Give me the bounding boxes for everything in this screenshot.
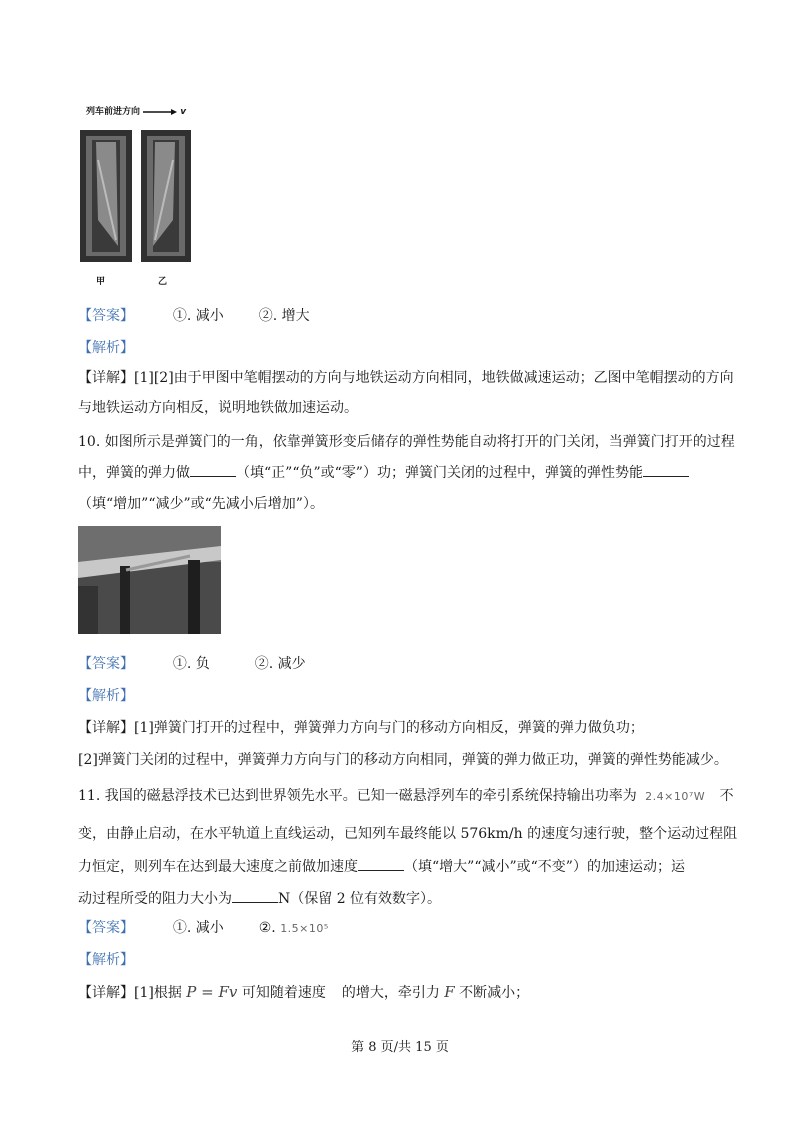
- figure1-label-left: 甲: [96, 277, 106, 287]
- answer-value-formula: 1.5×10⁵: [280, 922, 329, 935]
- q10-detail-line-1: 【详解】[1]弹簧门打开的过程中，弹簧弹力方向与门的移动方向相反，弹簧的弹力做负功；: [78, 720, 644, 736]
- q9-detail-line-2: 与地铁运动方向相反，说明地铁做加速运动。: [78, 400, 358, 416]
- q11-question-line-2: 变，由静止启动，在水平轨道上直线运动，已知列车最终能以 576km/h 的速度匀速行驶，整个运动过程阻: [78, 826, 738, 842]
- answer-item-1: ①. 减小: [172, 308, 224, 324]
- figure1-direction-label: 列车前进方向 v: [86, 107, 187, 117]
- answer-item-1: ①. 负: [172, 656, 210, 672]
- analysis-tag: 【解析】: [78, 340, 134, 356]
- answer-blank[interactable]: [358, 856, 404, 871]
- formula-p-equals-fv: P = Fv: [186, 983, 238, 1001]
- q11-question-line-4: 动过程所受的阻力大小为 N（保留 2 位有效数字）。: [78, 888, 441, 909]
- answer-blank[interactable]: [190, 462, 236, 477]
- page-footer: 第 8 页/共 15 页: [351, 1040, 449, 1055]
- q10-question-line-1: 10. 如图所示是弹簧门的一角，依靠弹簧形变后储存的弹性势能自动将打开的门关闭，当弹簧门打开的过程: [78, 434, 735, 450]
- q11-question-line-3: 力恒定，则列车在达到最大速度之前做加速度 （填“增大”“减小”或“不变”）的加速运动；运: [78, 856, 685, 877]
- answer-item-2: ②. 减少: [254, 656, 306, 672]
- figure1-photo-left: [80, 130, 132, 262]
- detail-tag: 【详解】: [78, 370, 134, 386]
- power-value-formula: 2.4×10⁷W: [645, 790, 706, 803]
- answer-tag: 【答案】: [78, 920, 134, 936]
- force-symbol: F: [444, 983, 455, 1001]
- q10-question-line-2: 中，弹簧的弹力做 （填“正”“负”或“零”）功；弹簧门关闭的过程中，弹簧的弹性势能: [78, 462, 689, 483]
- detail-tag: 【详解】: [78, 720, 134, 736]
- arrow-right-icon: [143, 107, 180, 117]
- q9-answer-line: [78, 306, 310, 326]
- analysis-tag: 【解析】: [78, 688, 134, 704]
- q10-detail-line-2: [2]弹簧门关闭的过程中，弹簧弹力方向与门的移动方向相同，弹簧的弹力做正功，弹簧的弹性势能减少。: [78, 752, 728, 768]
- figure1-photo-right: [141, 130, 191, 262]
- analysis-tag: 【解析】: [78, 952, 134, 968]
- answer-item-2: ②. 增大: [258, 308, 310, 324]
- answer-item-1: ①. 减小: [172, 920, 224, 936]
- q10-question-line-3: （填“增加”“减少”或“先减小后增加”）。: [78, 496, 324, 512]
- answer-blank[interactable]: [232, 888, 278, 903]
- q10-door-spring-photo: [78, 526, 221, 634]
- answer-blank[interactable]: [643, 462, 689, 477]
- q11-question-line-1: 11. 我国的磁悬浮技术已达到世界领先水平。已知一磁悬浮列车的牵引系统保持输出功率为 2.4×10⁷W 不: [78, 788, 734, 804]
- answer-tag: 【答案】: [78, 308, 134, 324]
- figure1-label-right: 乙: [158, 277, 168, 287]
- answer-item-2: ②.: [258, 920, 276, 936]
- detail-tag: 【详解】: [78, 985, 134, 1001]
- q9-detail-line-1: 【详解】[1][2]由于甲图中笔帽摆动的方向与地铁运动方向相同，地铁做减速运动；乙图中笔帽摆动的方向: [78, 370, 734, 386]
- q11-answer-line: [78, 918, 329, 939]
- q10-answer-line: [78, 654, 306, 674]
- q11-detail-line-1: 【详解】[1]根据 P = Fv 可知随着速度 的增大，牵引力 F 不断减小；: [78, 983, 530, 1001]
- answer-tag: 【答案】: [78, 656, 134, 672]
